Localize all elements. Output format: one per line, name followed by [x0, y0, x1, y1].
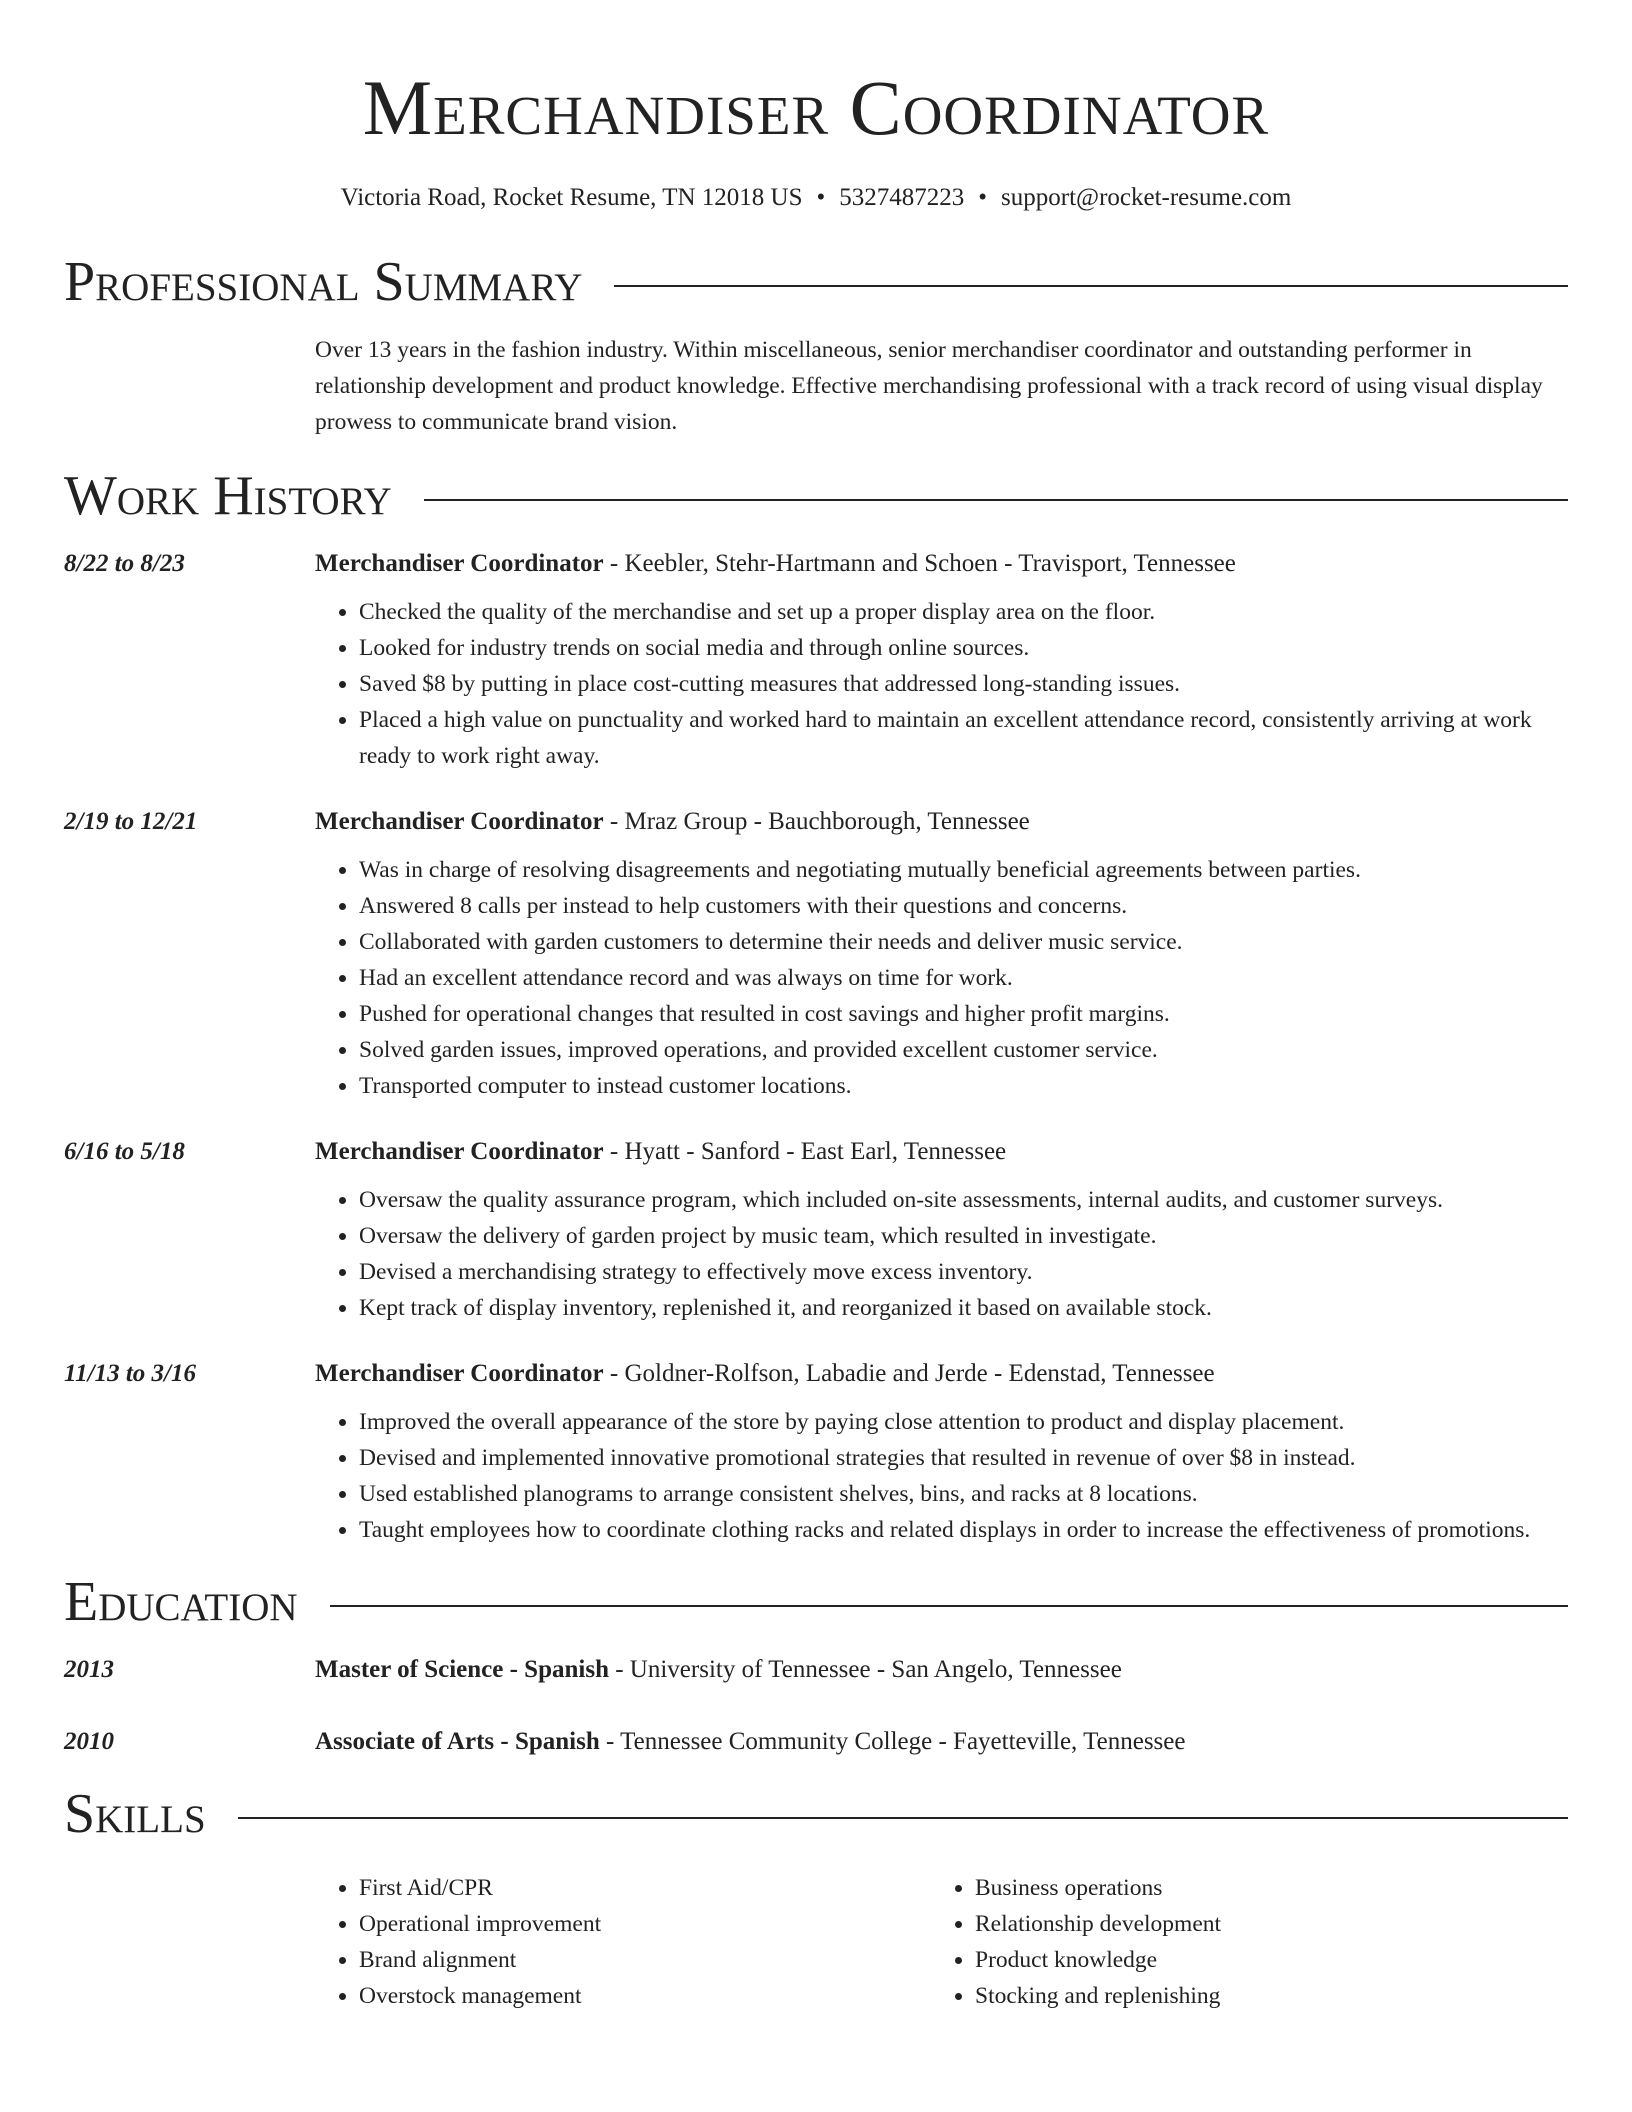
list-item: • Used established planograms to arrange consistent shelves, bins, and racks at 8 locations.	[359, 1476, 1568, 1512]
education-section-header	[64, 1570, 1568, 1634]
job-details: - Goldner-Rolfson, Labadie and Jerde - Edenstad, Tennessee	[603, 1360, 1215, 1387]
contact-separator: •	[978, 184, 988, 211]
job-entry	[64, 1356, 1568, 1548]
section-divider	[424, 499, 1568, 501]
job-role: Merchandiser Coordinator	[315, 1360, 604, 1387]
section-divider	[614, 285, 1568, 287]
education-entry	[64, 1652, 1568, 1688]
education-degree: Associate of Arts - Spanish	[315, 1728, 600, 1755]
skill-item: • Operational improvement	[359, 1906, 931, 1942]
list-item: • Looked for industry trends on social media and through online sources.	[359, 630, 1568, 666]
list-item: • Devised a merchandising strategy to effectively move excess inventory.	[359, 1254, 1568, 1290]
list-item: • Solved garden issues, improved operations, and provided excellent customer service.	[359, 1032, 1568, 1068]
job-heading	[315, 1134, 1568, 1170]
job-details: - Hyatt - Sanford - East Earl, Tennessee	[603, 1138, 1007, 1165]
section-divider	[238, 1817, 1568, 1819]
skills-column-left	[315, 1870, 931, 2014]
contact-email[interactable]: support@rocket-resume.com	[1001, 184, 1292, 211]
job-dates: 11/13 to 3/16	[64, 1360, 196, 1387]
list-item: • Taught employees how to coordinate clothing racks and related displays in order to increase the effectiveness of promotions.	[359, 1512, 1568, 1548]
work-section-header	[64, 464, 1568, 528]
summary-section-header	[64, 250, 1568, 314]
job-bullets	[315, 1182, 1568, 1326]
job-details: - Mraz Group - Bauchborough, Tennessee	[603, 808, 1030, 835]
skill-item: • Relationship development	[975, 1906, 1221, 1942]
job-role: Merchandiser Coordinator	[315, 550, 604, 577]
list-item: • Devised and implemented innovative promotional strategies that resulted in revenue of over $8 in instead.	[359, 1440, 1568, 1476]
job-heading	[315, 804, 1568, 840]
skills-column-right	[931, 1870, 1221, 2014]
summary-text: Over 13 years in the fashion industry. Within miscellaneous, senior merchandiser coordinator and outstanding performer in relationship development and product knowledge. Effective merchandising professional with a track record of using visual display prowess to communicate brand vision.	[315, 337, 1543, 435]
list-item: • Placed a high value on punctuality and worked hard to maintain an excellent attendance record, consistently arriving at work ready to work right away.	[359, 702, 1568, 774]
contact-line	[64, 182, 1568, 214]
section-divider	[330, 1605, 1568, 1607]
list-item: • Pushed for operational changes that resulted in cost savings and higher profit margins.	[359, 996, 1568, 1032]
job-bullets	[315, 594, 1568, 774]
job-heading	[315, 1356, 1568, 1392]
list-item: • Collaborated with garden customers to determine their needs and deliver music service.	[359, 924, 1568, 960]
education-year: 2013	[64, 1656, 114, 1683]
resume-page	[64, 0, 1568, 2014]
skill-item: • Stocking and replenishing	[975, 1978, 1221, 2014]
list-item: • Oversaw the delivery of garden project by music team, which resulted in investigate.	[359, 1218, 1568, 1254]
work-section-title: Work History	[64, 465, 392, 527]
skill-item: • Overstock management	[359, 1978, 931, 2014]
education-details: - University of Tennessee - San Angelo, Tennessee	[608, 1656, 1122, 1683]
job-role: Merchandiser Coordinator	[315, 1138, 604, 1165]
resume-name: Merchandiser Coordinator	[362, 64, 1270, 151]
education-details: - Tennessee Community College - Fayetteville, Tennessee	[599, 1728, 1186, 1755]
skill-item: • Product knowledge	[975, 1942, 1221, 1978]
job-dates: 2/19 to 12/21	[64, 808, 198, 835]
skills-section-header	[64, 1782, 1568, 1846]
list-item: • Checked the quality of the merchandise and set up a proper display area on the floor.	[359, 594, 1568, 630]
education-year: 2010	[64, 1728, 114, 1755]
skill-item: • Business operations	[975, 1870, 1221, 1906]
contact-phone: 5327487223	[839, 184, 965, 211]
skill-item: • Brand alignment	[359, 1942, 931, 1978]
education-section-title: Education	[64, 1571, 298, 1633]
education-entry	[64, 1724, 1568, 1760]
skill-item: • First Aid/CPR	[359, 1870, 931, 1906]
job-role: Merchandiser Coordinator	[315, 808, 604, 835]
job-dates: 6/16 to 5/18	[64, 1138, 185, 1165]
list-item: • Saved $8 by putting in place cost-cutting measures that addressed long-standing issues.	[359, 666, 1568, 702]
job-heading	[315, 546, 1568, 582]
list-item: • Had an excellent attendance record and was always on time for work.	[359, 960, 1568, 996]
list-item: • Oversaw the quality assurance program, which included on-site assessments, internal audits, and customer surveys.	[359, 1182, 1568, 1218]
list-item: • Answered 8 calls per instead to help customers with their questions and concerns.	[359, 888, 1568, 924]
job-entry	[64, 546, 1568, 774]
skills-list	[315, 1870, 1568, 2014]
job-entry	[64, 1134, 1568, 1326]
education-degree: Master of Science - Spanish	[315, 1656, 609, 1683]
summary-section-title: Professional Summary	[64, 251, 583, 313]
list-item: • Kept track of display inventory, replenished it, and reorganized it based on available stock.	[359, 1290, 1568, 1326]
education-heading	[315, 1724, 1568, 1760]
skills-section-title: Skills	[64, 1783, 206, 1845]
list-item: • Transported computer to instead customer locations.	[359, 1068, 1568, 1104]
education-heading	[315, 1652, 1568, 1688]
job-bullets	[315, 1404, 1568, 1548]
list-item: • Was in charge of resolving disagreements and negotiating mutually beneficial agreements between parties.	[359, 852, 1568, 888]
contact-separator: •	[816, 184, 826, 211]
job-details: - Keebler, Stehr-Hartmann and Schoen - Travisport, Tennessee	[603, 550, 1236, 577]
list-item: • Improved the overall appearance of the store by paying close attention to product and display placement.	[359, 1404, 1568, 1440]
job-entry	[64, 804, 1568, 1104]
contact-address: Victoria Road, Rocket Resume, TN 12018 US	[340, 184, 803, 211]
job-bullets	[315, 852, 1568, 1104]
job-dates: 8/22 to 8/23	[64, 550, 185, 577]
